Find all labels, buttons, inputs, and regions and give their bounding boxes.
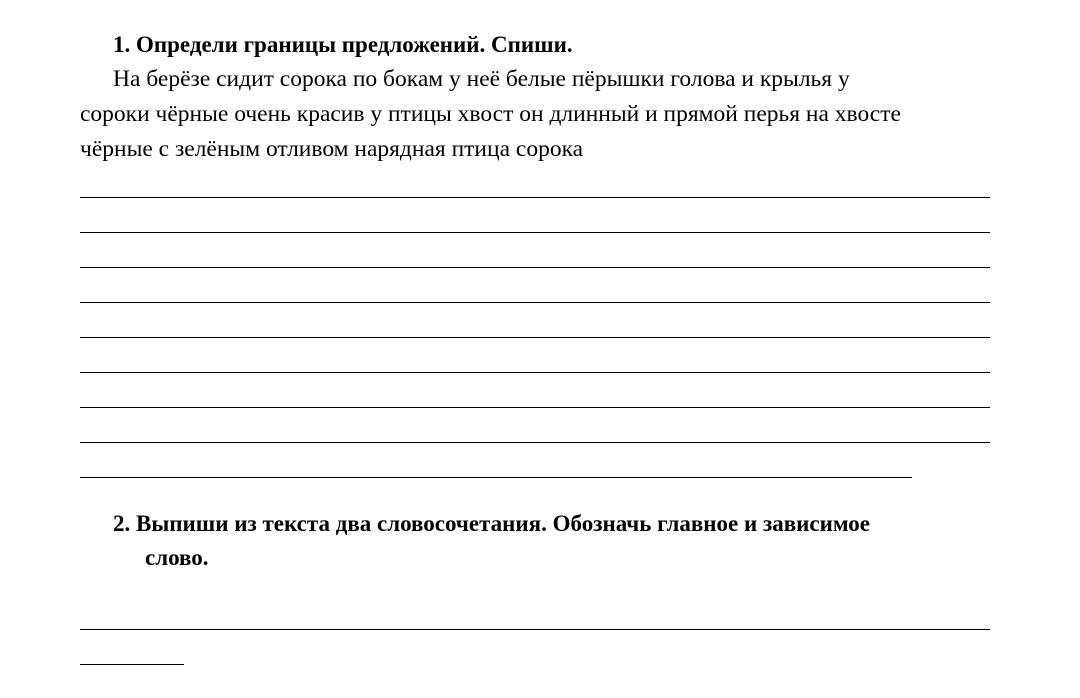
answer-line (80, 197, 990, 198)
answer-line (80, 232, 990, 233)
task-1-title: 1. Определи границы предложений. Спиши. (113, 32, 573, 57)
answer-line (80, 372, 990, 373)
task-2-title: 2. Выпиши из текста два словосочетания. Обозначь главное и зависимое (113, 511, 870, 536)
answer-line (80, 664, 184, 665)
passage-line: чёрные с зелёным отливом нарядная птица сорока (80, 136, 584, 162)
answer-line (80, 267, 990, 268)
task-2-title-continuation: слово. (145, 545, 209, 570)
answer-line (80, 477, 912, 478)
answer-line (80, 337, 990, 338)
answer-line (80, 442, 990, 443)
passage-line: На берёзе сидит сорока по бокам у неё белые пёрышки голова и крылья у (113, 66, 850, 92)
answer-line (80, 302, 990, 303)
passage-line: сороки чёрные очень красив у птицы хвост он длинный и прямой перья на хвосте (80, 101, 901, 127)
answer-line (80, 629, 990, 630)
answer-line (80, 407, 990, 408)
